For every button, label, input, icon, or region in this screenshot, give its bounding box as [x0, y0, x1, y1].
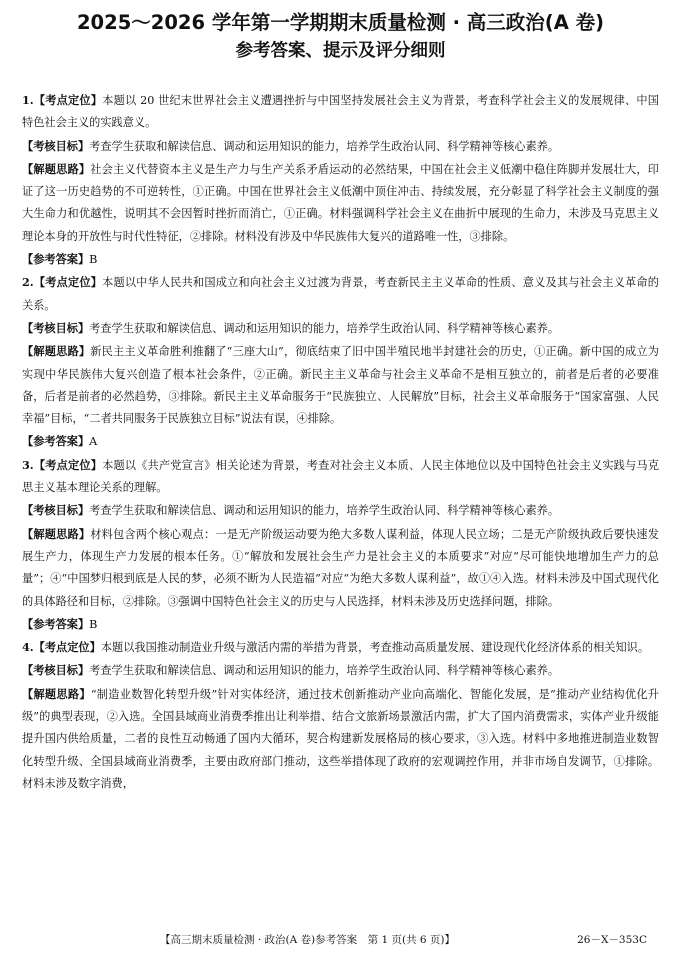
- section-tag: 【参考答案】: [22, 252, 90, 267]
- page-footer: [0, 933, 677, 947]
- footer-code: 26－X－353C: [577, 934, 647, 946]
- answer-paragraph: [22, 636, 659, 659]
- section-text: 考查学生获取和解读信息、调动和运用知识的能力，培养学生政治认同、科学精神等核心素养。: [89, 321, 560, 335]
- question-block: [22, 454, 659, 636]
- section-tag: 3.【考点定位】: [22, 457, 103, 472]
- section-tag: 【解题思路】: [22, 526, 91, 541]
- section-text: 材料包含两个核心观点：一是无产阶级运动要为绝大多数人谋利益，体现人民立场；二是无产阶级执政后要快速发展生产力，体现生产力发展的根本任务。①“解放和发展社会生产力是社会主义的本质要求”对应“尽可能快地增加生产力的总量”；④“中国梦归根到底是人民的梦，必须不断为人民造福”对应“为绝大多数人谋利益”，故①④入选。材料未涉及中国式现代化的具体路径和目标，②排除。③强调中国特色社会主义的历史与人民选择，材料未涉及历史选择问题，排除。: [22, 527, 659, 608]
- section-tag: 1.【考点定位】: [22, 93, 103, 107]
- answer-paragraph: [22, 158, 659, 248]
- section-text: B: [89, 617, 98, 631]
- section-tag: 【考核目标】: [22, 320, 90, 335]
- answer-paragraph: [22, 454, 659, 500]
- answer-paragraph: [22, 613, 659, 636]
- section-text: “制造业数智化转型升级”针对实体经济，通过技术创新推动产业向高端化、智能化发展，是“推动产业结构优化升级”的典型表现，②入选。全国县域商业消费季推出让利举措、结合文旅新场景激活内需，扩大了国内消费需求，实体产业升级能提升国内供给质量，二者的良性互动畅通了国内大循环，契合构建新发展格局的核心要求，③入选。材料中多地推进制造业数智化转型升级、全国县域商业消费季，主要由政府部门推动，这些举措体现了政府的宏观调控作用，并非市场自发调节，①排除。材料未涉及数字消费，: [22, 687, 659, 790]
- answer-paragraph: [22, 430, 659, 453]
- section-text: 本题以中华人民共和国成立和向社会主义过渡为背景，考查新民主主义革命的性质、意义及其与社会主义革命的关系。: [22, 276, 659, 312]
- section-tag: 【考核目标】: [22, 663, 90, 678]
- section-tag: 【参考答案】: [22, 434, 90, 449]
- answer-paragraph: [22, 683, 659, 795]
- document-subtitle: 参考答案、提示及评分细则: [235, 41, 446, 61]
- section-tag: 【解题思路】: [22, 161, 91, 176]
- section-text: 考查学生获取和解读信息、调动和运用知识的能力，培养学生政治认同、科学精神等核心素养。: [89, 664, 560, 678]
- section-text: 本题以我国推动制造业升级与激活内需的举措为背景，考查推动高质量发展、建设现代化经济体系的相关知识。: [100, 641, 650, 655]
- document-title: 2025～2026 学年第一学期期末质量检测 · 高三政治(A 卷): [76, 11, 605, 34]
- section-text: 考查学生获取和解读信息、调动和运用知识的能力，培养学生政治认同、科学精神等核心素养。: [89, 504, 560, 518]
- answer-paragraph: [22, 135, 659, 158]
- question-block: [22, 89, 659, 271]
- answer-paragraph: [22, 499, 659, 522]
- section-text: B: [89, 253, 98, 267]
- section-tag: 4.【考点定位】: [22, 640, 101, 655]
- footer-page-info: 【高三期末质量检测 · 政治(A 卷)参考答案 第 1 页(共 6 页)】: [160, 934, 456, 946]
- section-tag: 【考核目标】: [22, 138, 90, 153]
- section-text: A: [89, 435, 98, 449]
- answer-paragraph: [22, 659, 659, 682]
- answer-body: [22, 89, 659, 795]
- section-tag: 【考核目标】: [22, 503, 90, 518]
- section-tag: 【参考答案】: [22, 616, 90, 631]
- answer-paragraph: [22, 248, 659, 271]
- question-block: [22, 271, 659, 453]
- section-text: 本题以 20 世纪末世界社会主义遭遇挫折与中国坚持发展社会主义为背景，考查科学社会主义的发展规律、中国特色社会主义的实践意义。: [22, 94, 659, 130]
- answer-paragraph: [22, 340, 659, 430]
- section-text: 考查学生获取和解读信息、调动和运用知识的能力，培养学生政治认同、科学精神等核心素养。: [89, 139, 560, 153]
- section-text: 本题以《共产党宣言》相关论述为背景，考查对社会主义本质、人民主体地位以及中国特色社会主义实践与马克思主义基本理论关系的理解。: [22, 458, 659, 495]
- answer-paragraph: [22, 523, 659, 613]
- section-text: 社会主义代替资本主义是生产力与生产关系矛盾运动的必然结果，中国在社会主义低潮中稳住阵脚并发展壮大，印证了这一历史趋势的不可逆转性，①正确。中国在世界社会主义低潮中顶住冲击、持续发展，充分彰显了科学社会主义制度的强大生命力和优越性，说明其不会因暂时挫折而消亡，①正确。材料强调科学社会主义在曲折中展现的生命力，未涉及马克思主义理论本身的开放性与时代性特征，②排除。材料没有涉及中华民族伟大复兴的道路唯一性，③排除。: [22, 162, 659, 243]
- section-tag: 【解题思路】: [22, 686, 91, 701]
- answer-paragraph: [22, 89, 659, 135]
- section-tag: 【解题思路】: [22, 344, 91, 359]
- section-tag: 2.【考点定位】: [22, 275, 103, 290]
- answer-paragraph: [22, 271, 659, 317]
- question-block: [22, 636, 659, 795]
- section-text: 新民主主义革命胜利推翻了“三座大山”，彻底结束了旧中国半殖民地半封建社会的历史，①正确。新中国的成立为实现中华民族伟大复兴创造了根本社会条件，②正确。新民主主义革命与社会主义革命不是相互独立的，前者是后者的必要准备，后者是前者的必然趋势，③排除。新民主主义革命服务于“民族独立、人民解放”目标，社会主义革命服务于“国家富强、人民幸福”目标，“二者共同服务于民族独立目标”说法有误，④排除。: [22, 345, 659, 426]
- answer-paragraph: [22, 317, 659, 340]
